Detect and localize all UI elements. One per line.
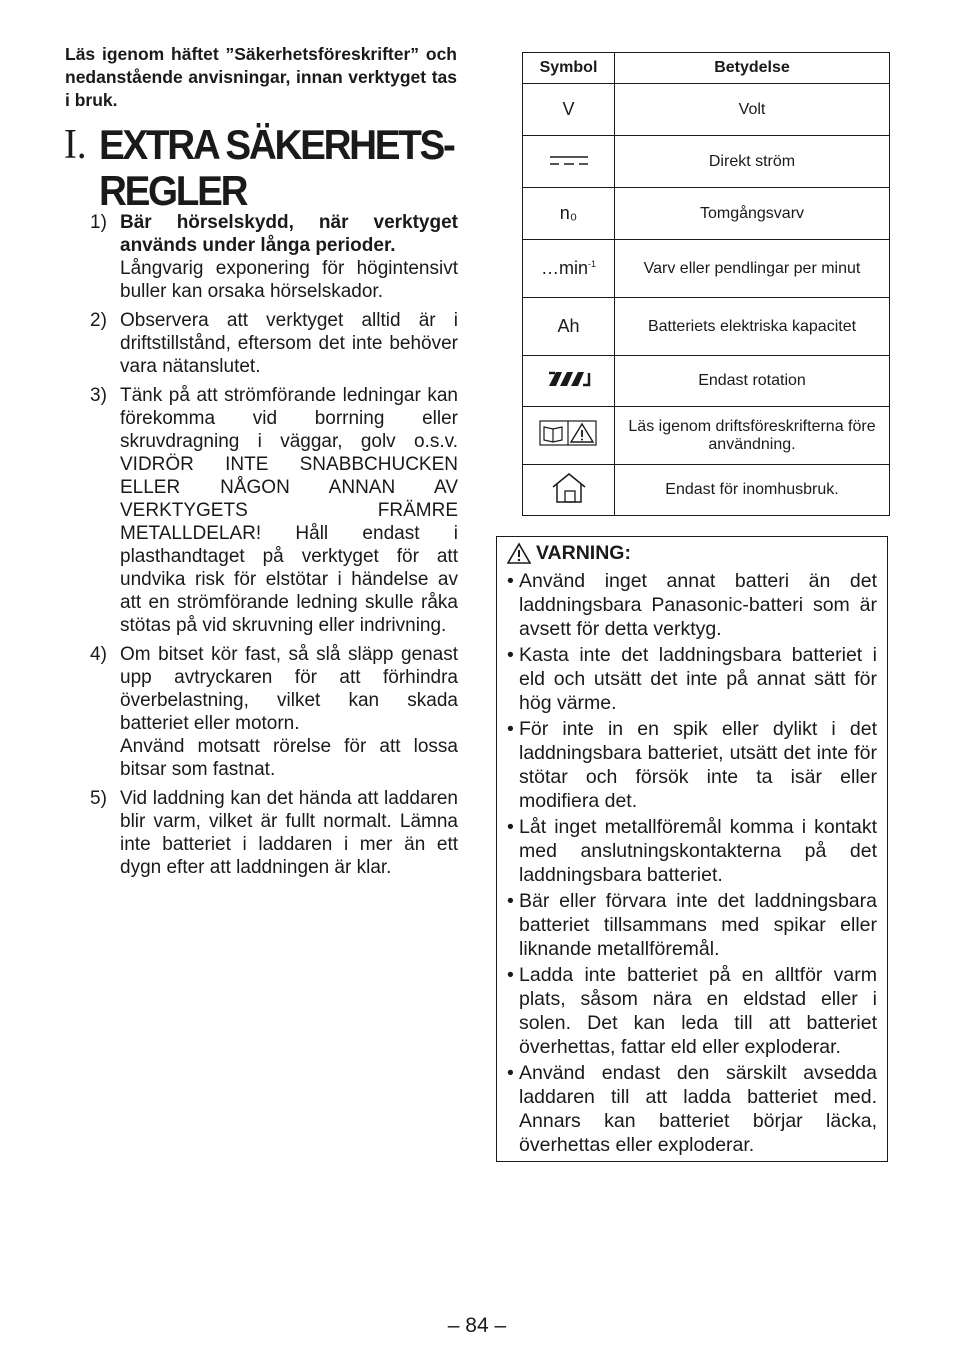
warning-title-text: VARNING: — [536, 542, 631, 564]
warning-item-text: Använd endast den särskilt avsedda laddaren till att ladda batteriet med. Annars kan batteriet börjar läcka, överhettas eller exploderar. — [519, 1062, 877, 1156]
table-row — [523, 136, 890, 188]
table-row — [523, 188, 890, 240]
heading-line-2: REGLER — [98, 167, 247, 214]
symbol-cell: Ah — [523, 298, 615, 356]
warning-box — [496, 536, 888, 1162]
symbol-text: …min — [540, 258, 588, 278]
table-row — [523, 84, 890, 136]
direct-current-icon — [549, 153, 589, 167]
warning-item: • Använd inget annat batteri än det laddningsbara Panasonic-batteri som är avsett för detta verktyg. — [507, 570, 877, 640]
warning-item: • Använd endast den särskilt avsedda laddaren till att ladda batteriet med. Annars kan batteriet börjar läcka, överhettas eller exploderar. — [507, 1062, 877, 1156]
table-header-row — [523, 53, 890, 84]
symbol-cell: n₀ — [523, 188, 615, 240]
rule-item — [90, 787, 458, 879]
section-number: I. — [64, 122, 87, 168]
warning-item: • Kasta inte det laddningsbara batteriet i eld och utsätt det inte på annat sätt för hög värme. — [507, 644, 877, 714]
warning-item-text: Låt inget metallföremål komma i kontakt med anslutningskontakterna på det laddningsbara batteriet. — [519, 816, 877, 886]
header-symbol: Symbol — [523, 53, 615, 84]
table-row — [523, 407, 890, 465]
meaning-cell: Tomgångsvarv — [615, 188, 890, 240]
symbol-superscript: -1 — [588, 259, 597, 269]
rule-text: Vid laddning kan det hända att laddaren blir varm, vilket är fullt normalt. Lämna inte batteriet i laddaren i mer än ett dygn efter att laddningen är klar. — [120, 788, 458, 878]
warning-item-text: Bär eller förvara inte det laddningsbara batteriet tillsammans med spikar eller liknande metallföremål. — [519, 890, 877, 960]
rule-bold-text: Bär hörselskydd, när verktyget används under långa perioder. — [120, 212, 458, 256]
symbol-cell — [523, 240, 615, 298]
warning-item-text: Använd inget annat batteri än det laddningsbara Panasonic-batteri som är avsett för detta verktyg. — [519, 570, 877, 640]
read-manual-warning-icon — [539, 419, 599, 447]
symbol-cell — [523, 136, 615, 188]
page-number: – 84 – — [447, 1314, 507, 1337]
rule-text: Tänk på att strömförande ledningar kan förekomma vid borrning eller skruvdragning i väggar, golv o.s.v. VIDRÖR INTE SNABBCHUCKEN ELLER NÅGON ANNAN AV VERKTYGETS FRÄMRE METALLDELAR! Håll endast i plasthandtaget på verktyget för att undvika risk för elstötar i händelse av att en strömförande ledning skulle råka stötas på vid skruvning eller indrivning. — [120, 385, 458, 636]
table-row — [523, 356, 890, 407]
rule-text-2: Använd motsatt rörelse för att lossa bitsar som fastnat. — [120, 736, 458, 780]
warning-item: • Låt inget metallföremål komma i kontakt med anslutningskontakterna på det laddningsbara batteriet. — [507, 816, 877, 886]
symbol-cell — [523, 407, 615, 465]
rule-text: Observera att verktyget alltid är i driftstillstånd, eftersom det inte behöver vara nätanslutet. — [120, 310, 458, 377]
heading-line-1: EXTRA SÄKERHETS- — [98, 121, 454, 168]
warning-item-text: Ladda inte batteriet på en alltför varm plats, såsom nära en eldstad eller i solen. Det kan leda till att batteriet överhettas, fattar eld eller exploderar. — [519, 964, 877, 1058]
symbol-table — [522, 52, 890, 516]
warning-item-text: Kasta inte det laddningsbara batteriet i eld och utsätt det inte på annat sätt för hög värme. — [519, 644, 877, 714]
meaning-cell: Varv eller pendlingar per minut — [615, 240, 890, 298]
meaning-cell: Direkt ström — [615, 136, 890, 188]
warning-item: • För inte in en spik eller dylikt i det laddningsbara batteriet, utsätt det inte för stötar och försök inte ta isär eller modifiera det. — [507, 718, 877, 812]
intro-text: Läs igenom häftet ”Säkerhetsföreskrifter” och nedanstående anvisningar, innan verktyget tas i bruk. — [65, 44, 457, 110]
rule-item — [90, 384, 458, 637]
rule-text: Om bitset kör fast, så slå släpp genast upp avtryckaren för att förhindra överbelastning, vilket kan skada batteriet eller motorn. — [120, 644, 458, 734]
symbol-cell — [523, 356, 615, 407]
warning-item: • Ladda inte batteriet på en alltför varm plats, såsom nära en eldstad eller i solen. Det kan leda till att batteriet överhettas, fattar eld eller exploderar. — [507, 964, 877, 1058]
rule-item — [90, 643, 458, 781]
header-meaning: Betydelse — [615, 53, 890, 84]
symbol-cell — [523, 465, 615, 516]
rotation-icon — [547, 370, 591, 388]
table-row — [523, 465, 890, 516]
meaning-cell: Volt — [615, 84, 890, 136]
meaning-cell: Endast för inomhusbruk. — [615, 465, 890, 516]
rule-number: 2) — [90, 310, 107, 331]
rule-item — [90, 309, 458, 378]
meaning-cell: Läs igenom driftsföreskrifterna före användning. — [615, 407, 890, 465]
warning-item-text: För inte in en spik eller dylikt i det laddningsbara batteriet, utsätt det inte för stötar och försök inte ta isär eller modifiera det. — [519, 718, 877, 812]
rule-number: 3) — [90, 385, 107, 406]
section-heading — [64, 121, 454, 214]
indoor-use-icon — [549, 471, 589, 505]
table-row — [523, 298, 890, 356]
rule-number: 4) — [90, 644, 107, 665]
meaning-cell: Endast rotation — [615, 356, 890, 407]
meaning-cell: Batteriets elektriska kapacitet — [615, 298, 890, 356]
warning-title — [507, 541, 877, 565]
rules-list — [90, 211, 458, 885]
rule-number: 5) — [90, 788, 107, 809]
table-row — [523, 240, 890, 298]
symbol-cell: V — [523, 84, 615, 136]
warning-item: • Bär eller förvara inte det laddningsbara batteriet tillsammans med spikar eller liknande metallföremål. — [507, 890, 877, 960]
rule-number: 1) — [90, 212, 107, 233]
warning-icon — [507, 542, 531, 564]
rule-text: Långvarig exponering för högintensivt buller kan orsaka hörselskador. — [120, 258, 458, 302]
rule-item — [90, 211, 458, 303]
